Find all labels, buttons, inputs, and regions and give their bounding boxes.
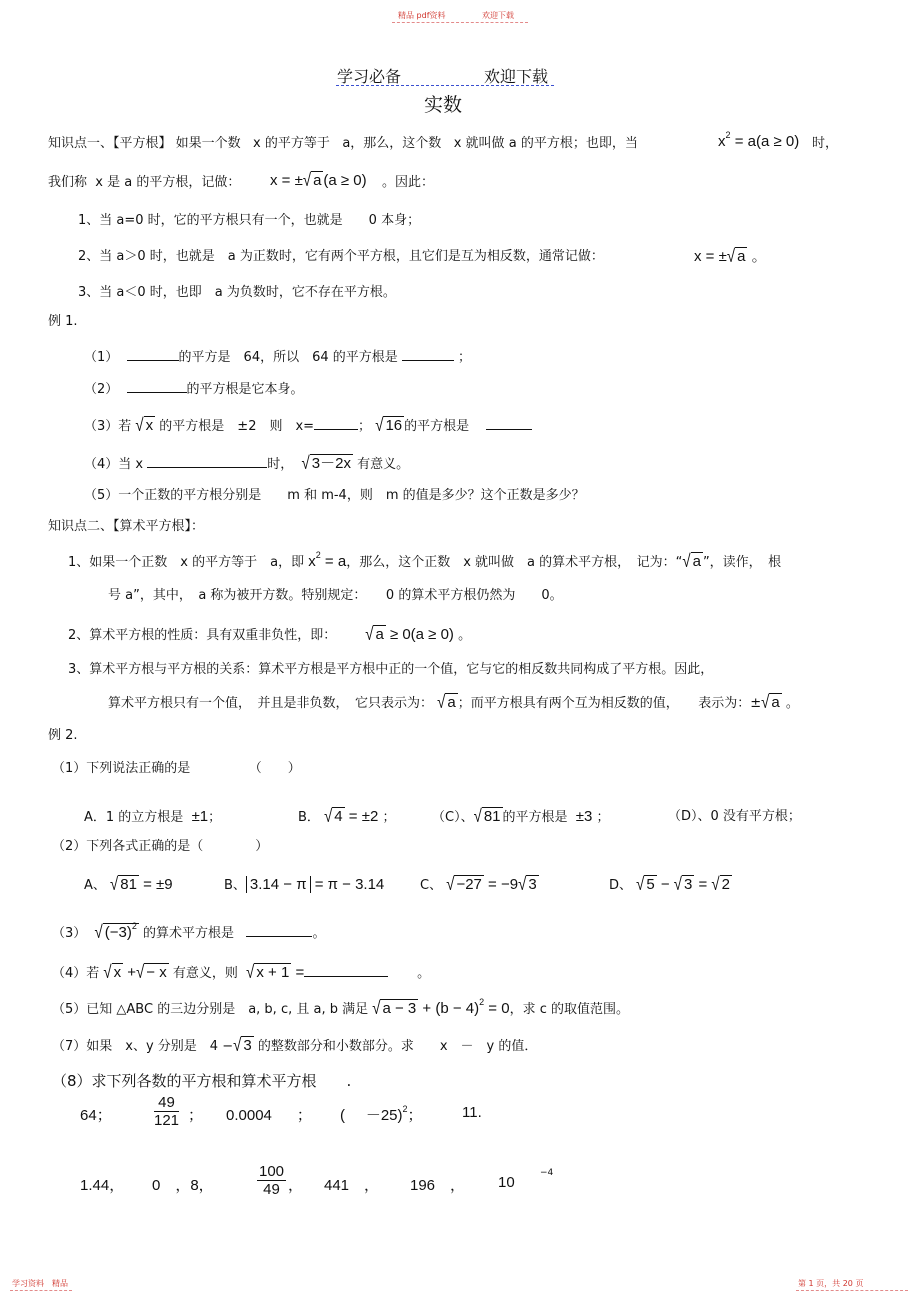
watermark-footer-left-line (10, 1290, 72, 1291)
blank (402, 346, 454, 361)
ex2-q1-option-a: A．1 的立方根是 ±1； (84, 808, 222, 825)
k2-p1-line2: 号 a”，其中， a 称为被开方数。特别规定： 0 的算术平方根仍然为 0。 (108, 588, 563, 603)
blank (246, 922, 312, 937)
k1-item-2-formula: x = ±√ a 。 (694, 246, 767, 267)
k1-item-3: 3、当 a＜0 时，也即 a 为负数时，它不存在平方根。 (78, 285, 396, 300)
ex2-q7: （7）如果 x、y 分别是 4 −√ 3 的整数部分和小数部分。求 x － y 的值． (52, 1035, 538, 1056)
num-1-44: 1.44， (80, 1177, 125, 1194)
ex1-q2: （2） 的平方根是它本身。 (84, 378, 304, 399)
num-196: 196 ， (410, 1177, 466, 1194)
num-100-over-49: $\frac{100}{49}$ (259, 1163, 285, 1198)
ex2-q2-option-c: C、 √ −27 = −9√ 3 (420, 874, 537, 895)
num-neg25-squared: ( －25)$^2$； (340, 1104, 423, 1124)
watermark-footer-page: 第 1 页，共 20 页 (798, 1279, 864, 1288)
watermark-footer-right-line (796, 1290, 908, 1291)
k1-intro-line: 知识点一、【平方根】 如果一个数 x 的平方等于 a，那么，这个数 x 就叫做 a 的平方根；也即，当 (48, 136, 638, 151)
blank (486, 415, 532, 430)
blank (147, 453, 267, 468)
ex1-q3: （3）若 √ x 的平方根是 ±2 则 x= ； √ 16 的平方根是 (84, 415, 532, 436)
k1-line2-formula: x = ±√ a (a ≥ 0) (270, 170, 367, 191)
ex2-q3: （3） √ $(-3)^2$ 的算术平方根是 。 (52, 921, 326, 943)
ex2-q2: （2）下列各式正确的是（ ） (52, 839, 269, 854)
header-left: 学习必备 (337, 67, 402, 86)
ex2-q1-option-d: （D）、0 没有平方根； (668, 809, 801, 824)
ex1-q5: （5）一个正数的平方根分别是 m 和 m-4，则 m 的值是多少？这个正数是多少？ (84, 488, 585, 503)
num-10-exponent: −4 (540, 1168, 554, 1178)
ex2-q5: （5）已知 △ABC 的三边分别是 a, b, c, 且 a, b 满足 √ $a - 3 + (b - 4)^2 = 0$，求 c 的取值范围。 (52, 997, 629, 1019)
num-11: 11. (462, 1104, 482, 1121)
k1-item-1: 1、当 a=0 时，它的平方根只有一个，也就是 0 本身； (78, 213, 421, 228)
example-1-label: 例 1. (48, 314, 78, 329)
blank (304, 962, 388, 977)
num-0-8: 0 ，8， (152, 1177, 214, 1194)
ex1-q4: （4）当 x 时， √ 3－2x 有意义。 (84, 453, 410, 474)
watermark-footer-left-2: 精品 (52, 1279, 68, 1288)
k1-line2-end: 。因此： (382, 175, 435, 190)
k2-p2: 2、算术平方根的性质：具有双重非负性，即： √ a ≥ 0(a ≥ 0) 。 (68, 624, 472, 645)
ex2-q1: （1）下列说法正确的是 （ ） (52, 761, 301, 776)
watermark-top-right: 欢迎下载 (482, 11, 514, 20)
watermark-footer-left-1: 学习资料 (12, 1279, 44, 1288)
ex2-q8: （8）求下列各数的平方根和算术平方根 . (52, 1072, 352, 1090)
header-underline (336, 85, 554, 86)
ex2-q4: （4）若 √ x +√ − x 有意义，则 √ x + 1 = 。 (52, 962, 431, 983)
k1-item-2: 2、当 a＞0 时，也就是 a 为正数时，它有两个平方根，且它们是互为相反数，通常记做： (78, 249, 604, 264)
k2-title: 知识点二、【算术平方根】： (48, 519, 205, 534)
ex1-q1: （1） 的平方是 64，所以 64 的平方根是 ； (84, 346, 471, 367)
blank (127, 346, 179, 361)
example-2-label: 例 2. (48, 728, 78, 743)
k2-p3-line1: 3、算术平方根与平方根的关系：算术平方根是平方根中正的一个值，它与它的相反数共同构成了平方根。因此， (68, 662, 714, 677)
page-title: 实数 (424, 94, 463, 116)
k2-p1-line1: 1、如果一个正数 x 的平方等于 a，即 $x^2 = a$，那么，这个正数 x 就叫做 a 的算术平方根， 记为：“√ a ”，读作， 根 (68, 550, 782, 572)
k1-line2-text: 我们称 x 是 a 的平方根，记做： (48, 175, 241, 190)
k2-p3-line2: 算术平方根只有一个值， 并且是非负数， 它只表示为： √ a ；而平方根具有两个互为相反数的值， 表示为：±√ a 。 (108, 692, 799, 713)
ex2-q2-option-a: A、 √ 81 = ±9 (84, 874, 173, 895)
ex2-q1-option-b: B． √ 4 = ±2 ； (298, 806, 396, 827)
blank (127, 378, 187, 393)
header-right: 欢迎下载 (484, 67, 549, 86)
num-49-over-121: $\frac{49}{121}$ (154, 1094, 180, 1129)
num-49-121-sep: ； (188, 1107, 204, 1124)
num-0-0004: 0.0004 ； (226, 1107, 312, 1124)
num-100-49-sep: ， (288, 1177, 304, 1194)
k1-condition-formula: $x^2 = a(a \ge 0)$ (718, 130, 800, 150)
num-64: 64； (80, 1107, 112, 1124)
num-10: 10 (498, 1174, 515, 1191)
k1-intro-end: 时， (812, 136, 839, 151)
ex2-q1-option-c: （C）、√ 81 的平方根是 ±3 ； (432, 806, 610, 827)
num-441: 441 ， (324, 1177, 380, 1194)
watermark-top-left: 精品 pdf资料 (398, 11, 446, 20)
watermark-top-line (392, 22, 528, 23)
ex2-q2-option-b: B、 3.14 − π = π − 3.14 (224, 876, 385, 893)
blank (314, 415, 358, 430)
ex2-q2-option-d: D、 √ 5 − √ 3 = √ 2 (609, 874, 730, 895)
